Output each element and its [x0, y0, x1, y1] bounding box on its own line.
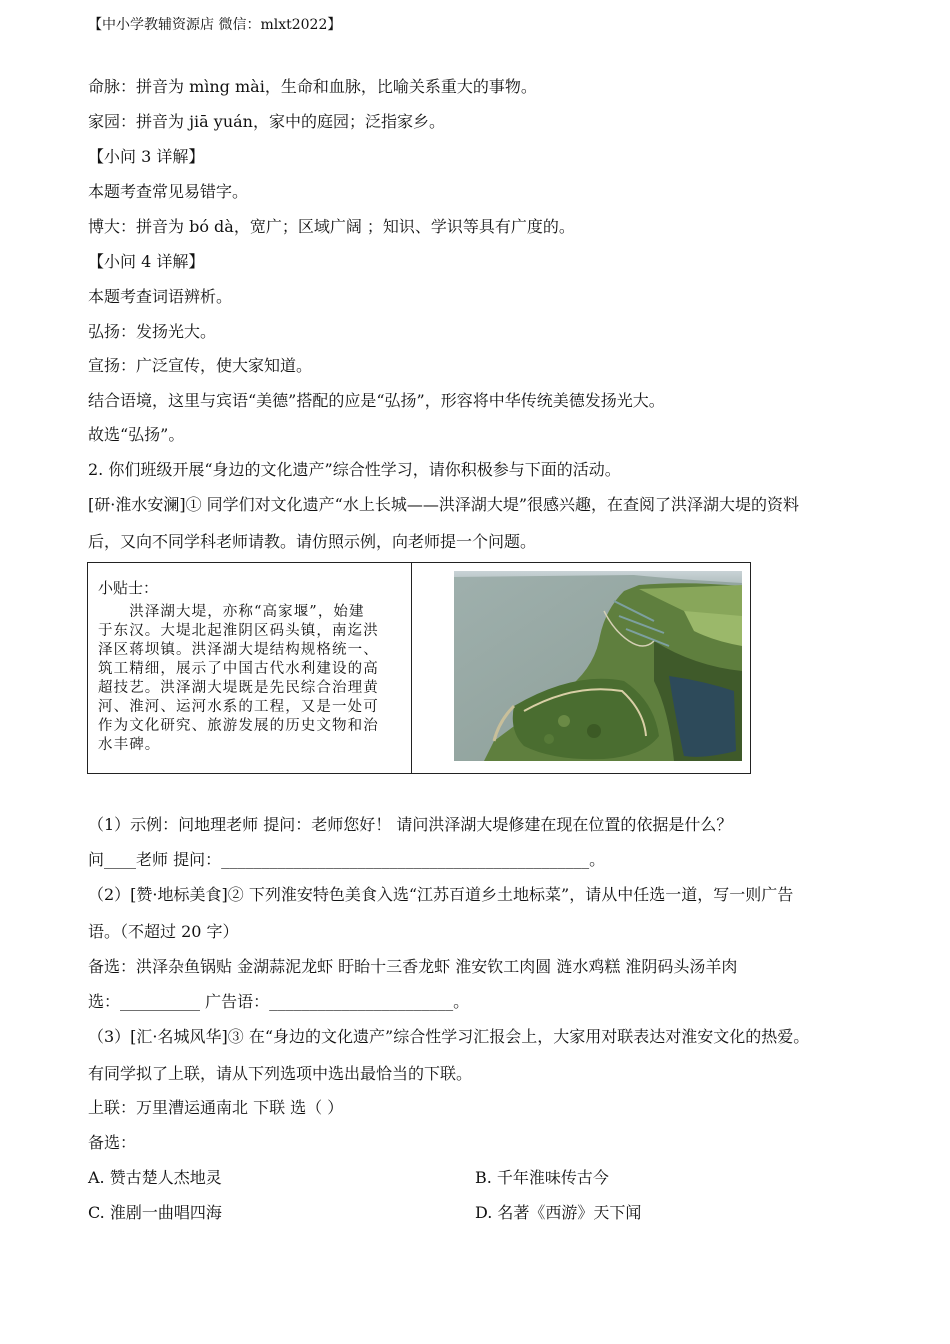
- tip-table: [87, 562, 751, 774]
- options-label: 备选：: [88, 1133, 137, 1152]
- question-1-example: （1）示例：问地理老师 提问：老师您好！ 请问洪泽湖大堤修建在现在位置的依据是什么？: [88, 815, 733, 834]
- option-a[interactable]: A. 赞古楚人杰地灵: [88, 1168, 222, 1187]
- question-title: 2. 你们班级开展“身边的文化遗产”综合性学习，请你积极参与下面的活动。: [88, 460, 621, 479]
- question-2-options: 备选：洪泽杂鱼锅贴 金湖蒜泥龙虾 盱眙十三香龙虾 淮安钦工肉圆 涟水鸡糕 淮阴码头汤羊肉: [88, 957, 738, 976]
- tip-line: 超技艺。洪泽湖大堤既是先民综合治理黄: [98, 680, 379, 696]
- tip-body: [98, 603, 398, 755]
- question-2: （2）[赞·地标美食]② 下列淮安特色美食入选“江苏百道乡土地标菜”，请从中任选一道，写一则广告: [88, 885, 794, 904]
- lake-dike-aerial-photo: [454, 571, 742, 761]
- text-line: 本题考查词语辨析。: [88, 287, 233, 306]
- text-line: 故选“弘扬”。: [88, 425, 185, 444]
- tip-line: 于东汉。大堤北起淮阴区码头镇，南迄洪: [98, 623, 379, 639]
- text-line: 家园：拼音为 jiā yuán，家中的庭园；泛指家乡。: [88, 112, 445, 131]
- question-1-answer-line[interactable]: 问____老师 提问：______________________________________________。: [88, 850, 606, 869]
- question-2-cont: 语。（不超过 20 字）: [88, 922, 239, 941]
- page-header: 【中小学教辅资源店 微信：mlxt2022】: [88, 17, 342, 33]
- tip-line: 洪泽湖大堤，亦称“高家堰”，始建: [98, 604, 365, 620]
- question-3-couplet: 上联：万里漕运通南北 下联 选（ ）: [88, 1098, 344, 1117]
- tip-line: 筑工精细，展示了中国古代水利建设的高: [98, 661, 379, 677]
- text-line: 命脉：拼音为 mìng mài，生命和血脉，比喻关系重大的事物。: [88, 77, 537, 96]
- option-b[interactable]: B. 千年淮味传古今: [475, 1168, 609, 1187]
- text-line: 后，又向不同学科老师请教。请仿照示例，向老师提一个问题。: [88, 532, 537, 551]
- text-line: 结合语境，这里与宾语“美德”搭配的应是“弘扬”，形容将中华传统美德发扬光大。: [88, 391, 665, 410]
- section-heading: 【小问 3 详解】: [88, 147, 205, 166]
- tip-title: 小贴士：: [98, 579, 159, 597]
- section-heading: 【小问 4 详解】: [88, 252, 205, 271]
- text-line: 宣扬：广泛宣传，使大家知道。: [88, 356, 313, 375]
- text-line: 本题考查常见易错字。: [88, 182, 249, 201]
- option-d[interactable]: D. 名著《西游》天下闻: [475, 1203, 642, 1222]
- text-line: [研·淮水安澜]① 同学们对文化遗产“水上长城——洪泽湖大堤”很感兴趣，在查阅了洪泽湖大堤的资料: [88, 495, 800, 514]
- tip-line: 泽区蒋坝镇。洪泽湖大堤结构规格统一、: [98, 642, 379, 658]
- text-line: 弘扬：发扬光大。: [88, 322, 217, 341]
- question-3: （3）[汇·名城风华]③ 在“身边的文化遗产”综合性学习汇报会上，大家用对联表达对淮安文化的热爱。: [88, 1027, 810, 1046]
- text-line: 博大：拼音为 bó dà，宽广；区域广阔 ；知识、学识等具有广度的。: [88, 217, 575, 236]
- tip-line: 水丰碑。: [98, 737, 161, 753]
- question-2-answer-line[interactable]: 选：__________ 广告语：_______________________。: [88, 992, 470, 1011]
- question-3-cont: 有同学拟了上联，请从下列选项中选出最恰当的下联。: [88, 1064, 473, 1083]
- option-c[interactable]: C. 淮剧一曲唱四海: [88, 1203, 222, 1222]
- table-divider: [411, 563, 412, 773]
- tip-line: 河、淮河、运河水系的工程，又是一处可: [98, 699, 379, 715]
- tip-line: 作为文化研究、旅游发展的历史文物和治: [98, 718, 379, 734]
